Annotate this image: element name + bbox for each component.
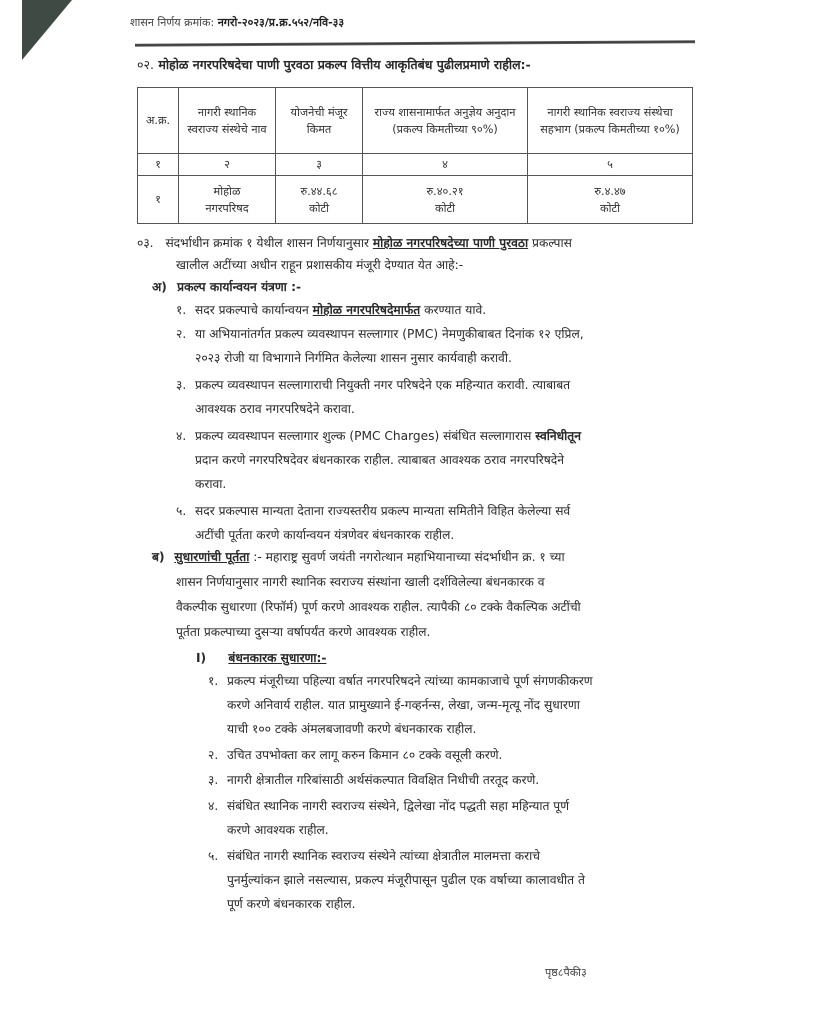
table-header-cell: योजनेची मंजूर किमत (276, 88, 363, 154)
item-emphasis: मोहोळ नगरपरिषदेमार्फत (312, 303, 421, 317)
table-cell-ulb-share (528, 176, 693, 224)
table-header-row (138, 88, 693, 154)
table-index-cell: २ (179, 154, 276, 176)
section-03-text: प्रकल्पास (532, 236, 572, 250)
item-text: याची १०० टक्के अंमलबजावणी करणे बंधनकारक राहील. (227, 722, 477, 736)
item-number: १. (208, 674, 219, 688)
sub-b-i-label: I) (196, 651, 207, 665)
item-number: ५. (208, 849, 219, 863)
item-text: सदर प्रकल्पास मान्यता देताना राज्यस्तरीय प्रकल्प मान्यता समितीने विहित केलेल्या सर्व (195, 504, 571, 518)
table-row (138, 176, 693, 224)
item-emphasis: स्वनिधीतून (535, 429, 582, 443)
table-header-cell: राज्य शासनामार्फत अनुज्ञेय अनुदान (प्रकल्प किमतीच्या ९०%) (363, 88, 528, 154)
sub-b-heading (152, 546, 565, 568)
ulb-share-value: रु.४.४७ (594, 184, 626, 198)
section-02-title: मोहोळ नगरपरिषदेचा पाणी पुरवठा प्रकल्प वित्तीय आकृतिबंध पुढीलप्रमाणे राहील:- (158, 57, 531, 72)
item-text: सदर प्रकल्पाचे कार्यान्वयन (195, 303, 309, 317)
table-index-cell: ४ (363, 154, 528, 176)
sub-a-label: अ) (152, 280, 167, 294)
section-02-number: ०२. (137, 57, 154, 72)
item-number: ५. (176, 504, 187, 518)
section-03-project: मोहोळ नगरपरिषदेच्या पाणी पुरवठा (372, 236, 529, 250)
sub-b-line3: वैकल्पीक सुधारणा (रिफॉर्म) पूर्ण करणे आवश्यक राहील. त्यापैकी ८० टक्के वैकल्पिक अटींची (176, 600, 581, 614)
table-index-cell: ५ (528, 154, 693, 176)
sub-b-line4: पूर्तता प्रकल्पाच्या दुसऱ्या वर्षापर्यंत करणे आवश्यक राहील. (176, 625, 431, 639)
item-text: करण्यात यावे. (424, 303, 487, 317)
table-header-cell: नागरी स्थानिक स्वराज्य संस्थेचा सहभाग (प्रकल्प किमतीच्या १०%) (528, 88, 693, 154)
item-number: ३. (176, 378, 187, 392)
item-text: प्रकल्प व्यवस्थापन सल्लागार शुल्क (PMC Charges) संबंधित सल्लागारास (195, 429, 532, 443)
item-text: संबंधित नागरी स्थानिक स्वराज्य संस्थेने त्यांच्या क्षेत्रातील मालमत्ता कराचे (227, 849, 541, 863)
unit-label: कोटी (308, 201, 330, 215)
item-text: आवश्यक ठराव नगरपरिषदेने करावा. (195, 402, 355, 416)
section-03-number: ०३. (137, 236, 154, 250)
gr-reference (130, 15, 344, 30)
sub-b-title: सुधारणांची पूर्तता (174, 550, 250, 564)
approved-cost-value: रु.४४.६८ (300, 184, 338, 198)
sub-b-i-title: बंधनकारक सुधारणा:- (228, 651, 327, 665)
item-text: प्रदान करणे नगरपरिषदेवर बंधनकारक राहील. त्याबाबत आवश्यक ठराव नगरपरिषदेने (195, 453, 564, 467)
item-text: करणे आवश्यक राहील. (227, 823, 329, 837)
table-cell-sr: १ (138, 176, 179, 224)
table-cell-state-grant (363, 176, 528, 224)
item-text: नागरी क्षेत्रातील गरिबांसाठी अर्थसंकल्पात विवक्षित निधीची तरतूद करणे. (227, 773, 540, 787)
unit-label: कोटी (434, 201, 456, 215)
sub-b-label: ब) (152, 550, 165, 564)
table-header-cell: नागरी स्थानिक स्वराज्य संस्थेचे नाव (179, 88, 276, 154)
table-index-cell: ३ (276, 154, 363, 176)
table-index-row (138, 154, 693, 176)
item-number: ४. (208, 799, 219, 813)
sub-b-line2: शासन निर्णयानुसार नागरी स्थानिक स्वराज्य संस्थांना खाली दर्शविलेल्या बंधनकारक व (176, 575, 545, 589)
unit-label: कोटी (599, 201, 621, 215)
item-text: पुनर्मुल्यांकन झाले नसल्यास, प्रकल्प मंजूरीपासून पुढील एक वर्षाच्या कालावधीत ते (227, 873, 585, 887)
table-cell-approved-cost (276, 176, 363, 224)
item-text: प्रकल्प व्यवस्थापन सल्लागाराची नियुक्ती नगर परिषदेने एक महिन्यात करावी. त्याबाबत (195, 378, 571, 392)
sub-b-i-heading (196, 647, 326, 669)
sub-b-text: :- महाराष्ट्र सुवर्ण जयंती नगरोत्थान महाभियानाच्या संदर्भाधीन क्र. १ च्या (253, 550, 565, 564)
item-number: १. (176, 303, 187, 317)
item-text: करणे अनिवार्य राहील. यात प्रामुख्याने ई-गव्हर्नन्स, लेखा, जन्म-मृत्यू नोंद सुधारणा (227, 698, 580, 712)
item-text: करावा. (195, 477, 227, 491)
item-number: ३. (208, 773, 219, 787)
item-text: या अभियानांतर्गत प्रकल्प व्यवस्थापन सल्लागार (PMC) नेमणुकीबाबत दिनांक १२ एप्रिल, (195, 327, 584, 341)
page-number: पृष्ठ८पैकी३ (545, 966, 587, 979)
item-number: ४. (176, 429, 187, 443)
ulb-name-line1: मोहोळ (213, 184, 241, 198)
gr-reference-label: शासन निर्णय क्रमांक: (130, 16, 215, 29)
section-03 (137, 232, 572, 254)
item-number: २. (176, 327, 187, 341)
item-number: २. (208, 748, 219, 762)
section-03-line2: खालील अटींच्या अधीन राहून प्रशासकीय मंजूरी देण्यात येत आहे:- (176, 258, 464, 272)
section-03-text: संदर्भाधीन क्रमांक १ येथील शासन निर्णयानुसार (165, 236, 369, 250)
ulb-name-line2: नगरपरिषद (205, 201, 249, 215)
item-text: २०२३ रोजी या विभागाने निर्गमित केलेल्या शासन नुसार कार्यवाही करावी. (195, 351, 512, 365)
table-index-cell: १ (138, 154, 179, 176)
item-text: संबंधित स्थानिक नागरी स्वराज्य संस्थेने, द्विलेखा नोंद पद्धती सहा महिन्यात पूर्ण (227, 799, 570, 813)
gr-reference-number: नगरो-२०२३/प्र.क्र.५५२/नवि-३३ (217, 16, 345, 29)
item-text: प्रकल्प मंजूरीच्या पहिल्या वर्षात नगरपरिषदने त्यांच्या कामकाजाचे पूर्ण संगणकीकरण (227, 674, 593, 688)
table-header-cell: अ.क्र. (138, 88, 179, 154)
header-rule (135, 40, 695, 46)
financial-table (137, 87, 693, 224)
state-grant-value: रु.४०.२१ (426, 184, 464, 198)
item-text: पूर्ण करणे बंधनकारक राहील. (227, 897, 356, 911)
item-text: अटींची पूर्तता करणे कार्यान्वयन यंत्रणेवर बंधनकारक राहील. (195, 528, 455, 542)
table-cell-name (179, 176, 276, 224)
scan-corner-shadow (22, 0, 72, 60)
section-02-heading (137, 54, 531, 76)
sub-a-title: प्रकल्प कार्यान्वयन यंत्रणा :- (177, 280, 302, 294)
item-text: उचित उपभोक्ता कर लागू करुन किमान ८० टक्के वसूली करणे. (227, 748, 503, 762)
sub-a-heading (152, 276, 301, 299)
